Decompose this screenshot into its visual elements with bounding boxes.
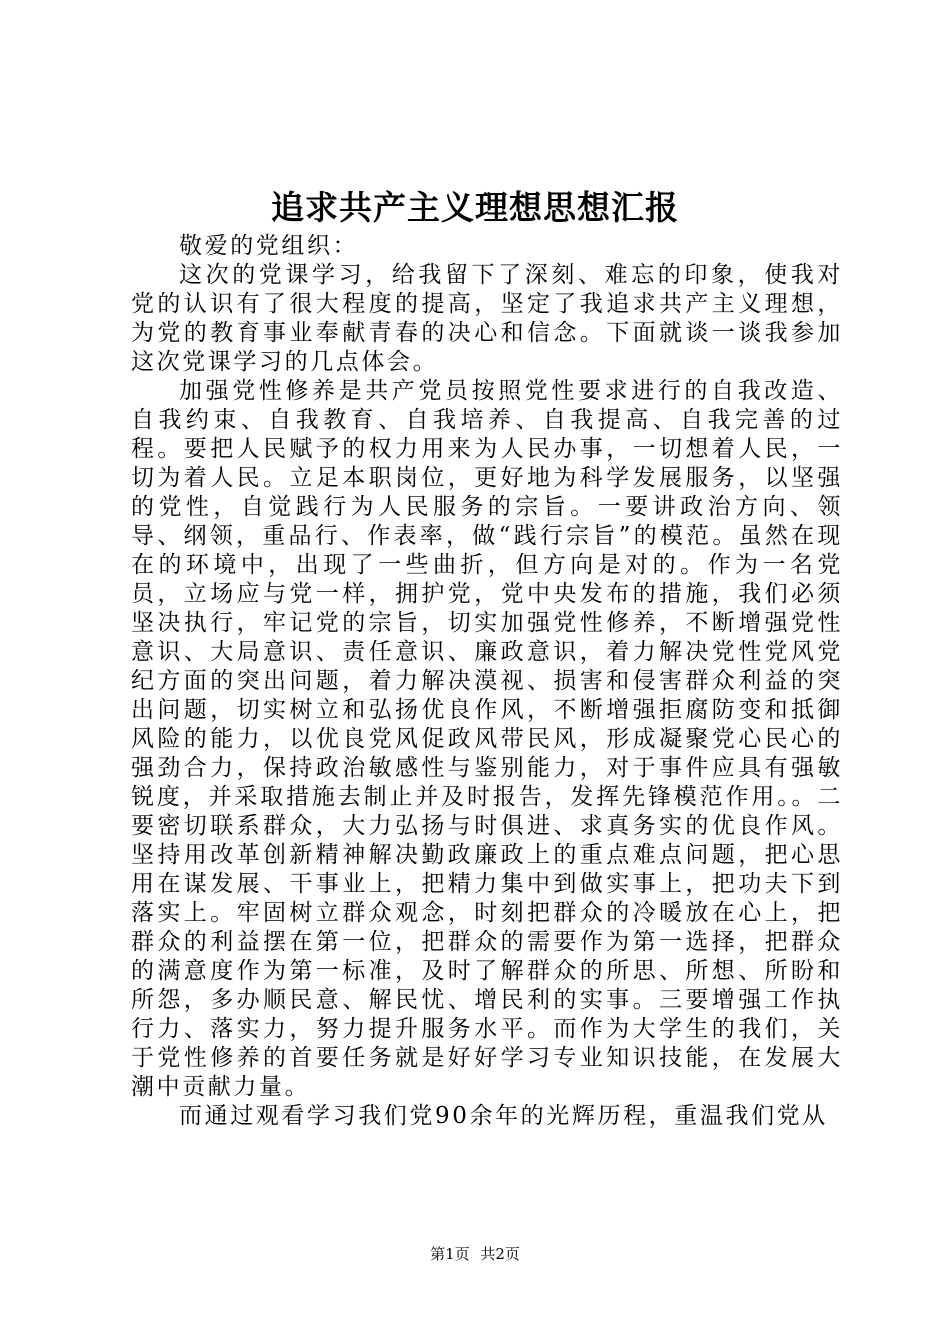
page-footer: [0, 1244, 950, 1264]
paragraph-2: 加强党性修养是共产党员按照党性要求进行的自我改造、自我约束、自我教育、自我培养、自我提高、自我完善的过程。要把人民赋予的权力用来为人民办事，一切想着人民，一切为着人民。立足本职岗位，更好地为科学发展服务，以坚强的党性，自觉践行为人民服务的宗旨。一要讲政治方向、领导、纲领，重品行、作表率，做“践行宗旨”的模范。虽然在现在的环境中，出现了一些曲折，但方向是对的。作为一名党员，立场应与党一样，拥护党，党中央发布的措施，我们必须坚决执行，牢记党的宗旨，切实加强党性修养，不断增强党性意识、大局意识、责任意识、廉政意识，着力解决党性党风党纪方面的突出问题，着力解决漠视、损害和侵害群众利益的突出问题，切实树立和弘扬优良作风，不断增强拒腐防变和抵御风险的能力，以优良党风促政风带民风，形成凝聚党心民心的强劲合力，保持政治敏感性与鉴别能力，对于事件应具有强敏锐度，并采取措施去制止并及时报告，发挥先锋模范作用。。二要密切联系群众，大力弘扬与时俱进、求真务实的优良作风。坚持用改革创新精神解决勤政廉政上的重点难点问题，把心思用在谋发展、干事业上，把精力集中到做实事上，把功夫下到落实上。牢固树立群众观念，时刻把群众的冷暖放在心上，把群众的利益摆在第一位，把群众的需要作为第一选择，把群众的满意度作为第一标准，及时了解群众的所思、所想、所盼和所怨，多办顺民意、解民忧、增民利的实事。三要增强工作执行力、落实力，努力提升服务水平。而作为大学生的我们，关于党性修养的首要任务就是好好学习专业知识技能，在发展大潮中贡献力量。: [131, 378, 843, 1100]
paragraph-1: 这次的党课学习，给我留下了深刻、难忘的印象，使我对党的认识有了很大程度的提高，坚定了我追求共产主义理想，为党的教育事业奉献青春的决心和信念。下面就谈一谈我参加这次党课学习的几点体会。: [131, 262, 843, 375]
paragraph-3: 而通过观看学习我们党90余年的光辉历程，重温我们党从: [179, 1103, 828, 1129]
page-number: 第1页: [430, 1245, 470, 1263]
salutation: 敬爱的党组织：: [179, 233, 359, 259]
page-total: 共2页: [480, 1245, 520, 1263]
document-body: [131, 232, 843, 1131]
document-title: 追求共产主义理想思想汇报: [271, 188, 679, 227]
